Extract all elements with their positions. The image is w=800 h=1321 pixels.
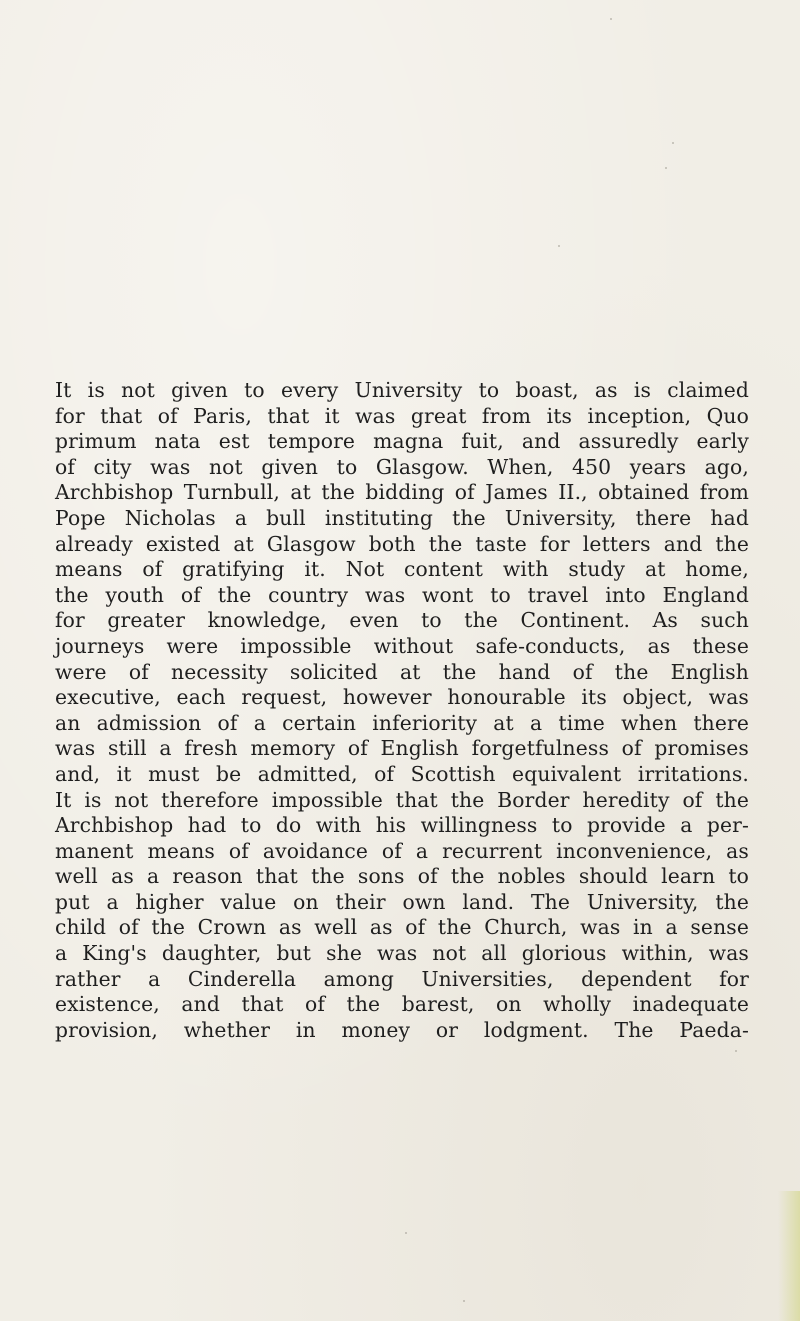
text-line: put a higher value on their own land. The University, the bbox=[55, 889, 749, 914]
text-line: for greater knowledge, even to the Continent. As such bbox=[55, 608, 749, 633]
text-line: well as a reason that the sons of the nobles should learn to bbox=[55, 864, 749, 889]
text-line: was still a fresh memory of English forgetfulness of promises bbox=[55, 736, 749, 761]
text-line: and, it must be admitted, of Scottish equivalent irritations. bbox=[55, 761, 749, 786]
text-line: were of necessity solicited at the hand of the English bbox=[55, 659, 749, 684]
text-line: a King's daughter, but she was not all glorious within, was bbox=[55, 941, 749, 966]
text-line: journeys were impossible without safe-conducts, as these bbox=[55, 633, 749, 658]
page-edge-stain bbox=[778, 1191, 800, 1321]
text-line: Archbishop Turnbull, at the bidding of James II., obtained from bbox=[55, 480, 749, 505]
text-line: an admission of a certain inferiority at a time when there bbox=[55, 710, 749, 735]
text-line: already existed at Glasgow both the taste for letters and the bbox=[55, 531, 749, 556]
body-paragraph bbox=[55, 378, 749, 1043]
text-line: Archbishop had to do with his willingness to provide a per- bbox=[55, 813, 749, 838]
text-line: the youth of the country was wont to travel into England bbox=[55, 582, 749, 607]
text-line: means of gratifying it. Not content with study at home, bbox=[55, 557, 749, 582]
text-line: existence, and that of the barest, on wholly inadequate bbox=[55, 992, 749, 1017]
text-line: of city was not given to Glasgow. When, 450 years ago, bbox=[55, 454, 749, 479]
text-line: Pope Nicholas a bull instituting the University, there had bbox=[55, 505, 749, 530]
text-line: It is not given to every University to boast, as is claimed bbox=[55, 378, 749, 402]
text-line: manent means of avoidance of a recurrent inconvenience, as bbox=[55, 838, 749, 863]
text-line: rather a Cinderella among Universities, dependent for bbox=[55, 966, 749, 991]
text-line: for that of Paris, that it was great from its inception, Quo bbox=[55, 403, 749, 428]
text-line: It is not therefore impossible that the Border heredity of the bbox=[55, 787, 749, 812]
text-line: executive, each request, however honourable its object, was bbox=[55, 685, 749, 710]
text-line: child of the Crown as well as of the Church, was in a sense bbox=[55, 915, 749, 940]
text-line: primum nata est tempore magna fuit, and assuredly early bbox=[55, 429, 749, 454]
text-line: provision, whether in money or lodgment. The Paeda- bbox=[55, 1017, 749, 1042]
